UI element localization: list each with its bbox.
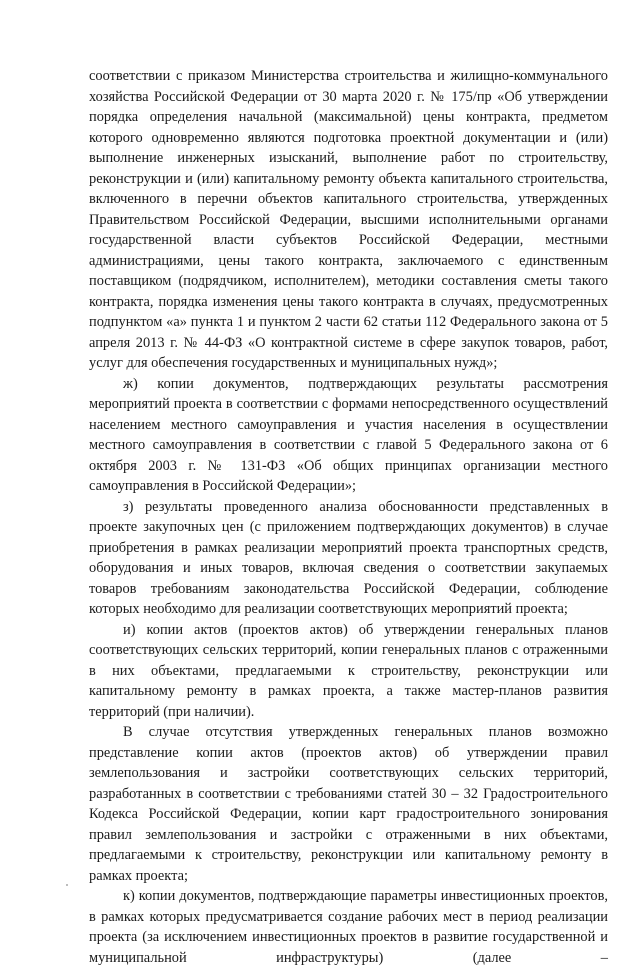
document-page <box>89 66 608 968</box>
paragraph-order-reference: соответствии с приказом Министерства строительства и жилищно-коммунального хозяйства Российской Федерации от 30 марта 2020 г. № 175/пр «Об утверждении порядка определения начальной (максимальной) цены контракта, предметом которого одновременно являются подготовка проектной документации и (или) выполнение инженерных изысканий, выполнение работ по строительству, реконструкции и (или) капитальному ремонту объекта капитального строительства, включенного в перечни объектов капитального строительства, утвержденных Правительством Российской Федерации, высшими исполнительными органами государственной власти субъектов Российской Федерации, местными администрациями, цены такого контракта, заключаемого с единственным поставщиком (подрядчиком, исполнителем), методики составления сметы такого контракта, порядка изменения цены такого контракта в случаях, предусмотренных подпунктом «а» пункта 1 и пунктом 2 части 62 статьи 112 Федерального закона от 5 апреля 2013 г. № 44-ФЗ «О контрактной системе в сфере закупок товаров, работ, услуг для обеспечения государственных и муниципальных нужд»; <box>89 68 608 371</box>
paragraph-item-i: и) копии актов (проектов актов) об утверждении генеральных планов соответствующих сельских территорий, копии генеральных планов с отраженными в них объектами, предлагаемыми к строительству, реконструкции или капитальному ремонту в рамках проекта, а также мастер-планов развития территорий (при наличии). <box>89 621 608 720</box>
paragraph-item-zh: ж) копии документов, подтверждающих результаты рассмотрения мероприятий проекта в соответствии с формами непосредственного осуществлений населением местного самоуправления и участия населения в осуществлении местного самоуправления в соответствии с главой 5 Федерального закона от 6 октября 2003 г. № 131-ФЗ «Об общих принципах организации местного самоуправления в Российской Федерации»; <box>89 375 608 494</box>
scan-speck <box>66 884 68 886</box>
paragraph-no-general-plans: В случае отсутствия утвержденных генеральных планов возможно представление копии актов (проектов актов) об утверждении правил землепользования и застройки соответствующих сельских территорий, разработанных в соответствии с требованиями статей 30 – 32 Градостроительного Кодекса Российской Федерации, копии карт градостроительного зонирования правил землепользования и застройки с отраженными в них объектами, предлагаемыми к строительству, реконструкции или капитальному ремонту в рамках проекта; <box>89 724 608 884</box>
paragraph-item-z: з) результаты проведенного анализа обоснованности представленных в проекте закупочных цен (с приложением подтверждающих документов) в случае приобретения в рамках реализации мероприятий проекта транспортных средств, оборудования и иных товаров, включая сведения о соответствии закупаемых товаров требованиям законодательства Российской Федерации, соблюдение которых необходимо для реализации соответствующих мероприятий проекта; <box>89 498 608 617</box>
paragraph-item-k: к) копии документов, подтверждающие параметры инвестиционных проектов, в рамках которых предусматривается создание рабочих мест в период реализации проекта (за исключением инвестиционных проектов в развитие государственной и муниципальной инфраструктуры) (далее – <box>89 888 608 966</box>
